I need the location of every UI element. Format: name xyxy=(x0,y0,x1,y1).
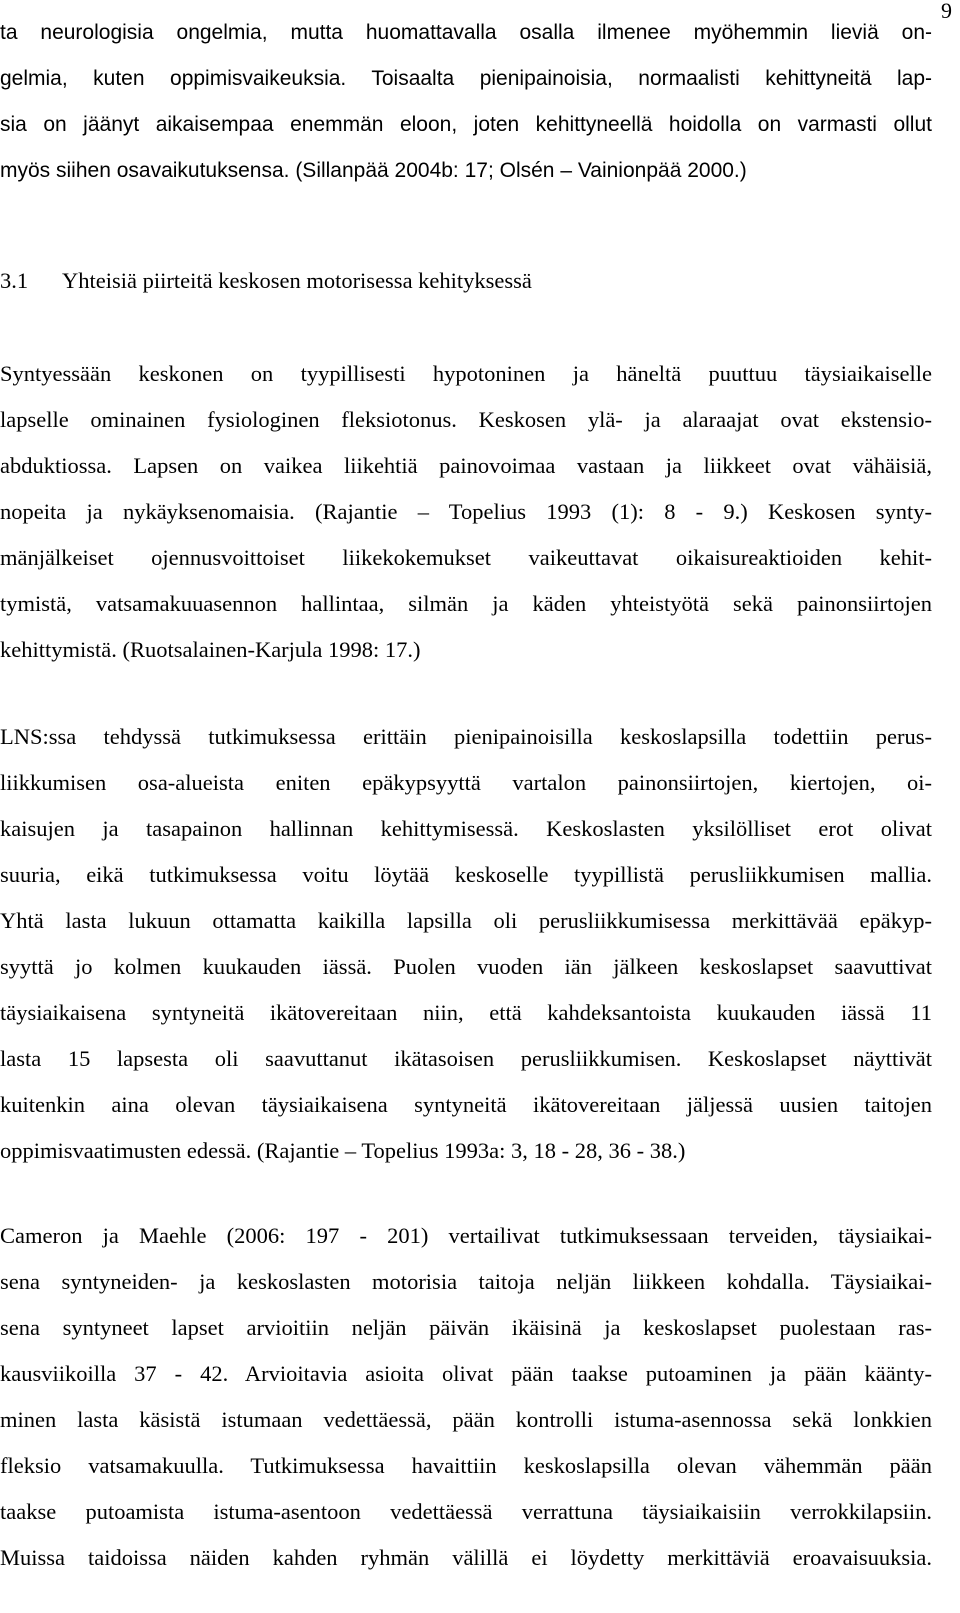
text-line: sena syntyneiden- ja keskoslasten motorisia taitoja neljän liikkeen kohdalla. Täysiaikai- xyxy=(0,1269,932,1294)
text-line: syyttä jo kolmen kuukauden iässä. Puolen vuoden iän jälkeen keskoslapset saavuttivat xyxy=(0,954,932,979)
text-line: tymistä, vatsamakuuasennon hallintaa, silmän ja käden yhteistyötä sekä painonsiirtojen xyxy=(0,591,932,616)
paragraph-2 xyxy=(0,714,932,1174)
text-line: sena syntyneet lapset arvioitiin neljän päivän ikäisinä ja keskoslapset puolestaan ras- xyxy=(0,1315,932,1340)
text-line: sia on jäänyt aikaisempaa enemmän eloon, joten kehittyneellä hoidolla on varmasti ollut xyxy=(0,113,932,136)
text-line: täysiaikaisena syntyneitä ikätovereitaan niin, että kahdeksantoista kuukauden iässä 11 xyxy=(0,1000,932,1025)
page-number: 9 xyxy=(941,0,952,23)
text-line: kehittymistä. (Ruotsalainen-Karjula 1998: 17.) xyxy=(0,637,421,662)
section-title: Yhteisiä piirteitä keskosen motorisessa kehityksessä xyxy=(62,268,532,293)
text-line: fleksio vatsamakuulla. Tutkimuksessa havaittiin keskoslapsilla olevan vähemmän pään xyxy=(0,1453,932,1478)
text-line: suuria, eikä tutkimuksessa voitu löytää keskoselle tyypillistä perusliikkumisen mallia. xyxy=(0,862,932,887)
text-line: Cameron ja Maehle (2006: 197 - 201) vertailivat tutkimuksessaan terveiden, täysiaikai- xyxy=(0,1223,932,1248)
text-line: myös siihen osavaikutuksensa. (Sillanpää 2004b: 17; Olsén – Vainionpää 2000.) xyxy=(0,159,747,182)
text-line: LNS:ssa tehdyssä tutkimuksessa erittäin pienipainoisilla keskoslapsilla todettiin perus- xyxy=(0,724,932,749)
text-line: kuitenkin aina olevan täysiaikaisena syntyneitä ikätovereitaan jäljessä uusien taitojen xyxy=(0,1092,932,1117)
text-line: kaisujen ja tasapainon hallinnan kehittymisessä. Keskoslasten yksilölliset erot olivat xyxy=(0,816,932,841)
paragraph-intro xyxy=(0,10,932,194)
text-line: oppimisvaatimusten edessä. (Rajantie – Topelius 1993a: 3, 18 - 28, 36 - 38.) xyxy=(0,1138,686,1163)
section-number: 3.1 xyxy=(0,268,29,293)
text-line: mänjälkeiset ojennusvoittoiset liikekokemukset vaikeuttavat oikaisureaktioiden kehit- xyxy=(0,545,932,570)
text-line: abduktiossa. Lapsen on vaikea liikehtiä painovoimaa vastaan ja liikkeet ovat vähäisiä, xyxy=(0,453,932,478)
text-line: kausviikoilla 37 - 42. Arvioitavia asioita olivat pään taakse putoaminen ja pään käänty- xyxy=(0,1361,932,1386)
text-line: lasta 15 lapsesta oli saavuttanut ikätasoisen perusliikkumisen. Keskoslapset näyttivät xyxy=(0,1046,932,1071)
text-line: taakse putoamista istuma-asentoon vedettäessä verrattuna täysiaikaisiin verrokkilapsiin. xyxy=(0,1499,932,1524)
text-line: Muissa taidoissa näiden kahden ryhmän välillä ei löydetty merkittäviä eroavaisuuksia. xyxy=(0,1545,932,1570)
text-line: nopeita ja nykäyksenomaisia. (Rajantie – Topelius 1993 (1): 8 - 9.) Keskosen synty- xyxy=(0,499,932,524)
paragraph-1 xyxy=(0,351,932,673)
text-line: minen lasta käsistä istumaan vedettäessä, pään kontrolli istuma-asennossa sekä lonkkien xyxy=(0,1407,932,1432)
section-heading xyxy=(0,258,932,304)
paragraph-3 xyxy=(0,1213,932,1581)
text-line: Syntyessään keskonen on tyypillisesti hypotoninen ja häneltä puuttuu täysiaikaiselle xyxy=(0,361,932,386)
text-line: Yhtä lasta lukuun ottamatta kaikilla lapsilla oli perusliikkumisessa merkittävää epäkyp- xyxy=(0,908,932,933)
text-line: gelmia, kuten oppimisvaikeuksia. Toisaalta pienipainoisia, normaalisti kehittyneitä lap- xyxy=(0,67,932,90)
text-line: lapselle ominainen fysiologinen fleksiotonus. Keskosen ylä- ja alaraajat ovat ekstensio- xyxy=(0,407,932,432)
text-line: ta neurologisia ongelmia, mutta huomattavalla osalla ilmenee myöhemmin lieviä on- xyxy=(0,21,932,44)
text-line: liikkumisen osa-alueista eniten epäkypsyyttä vartalon painonsiirtojen, kiertojen, oi- xyxy=(0,770,932,795)
